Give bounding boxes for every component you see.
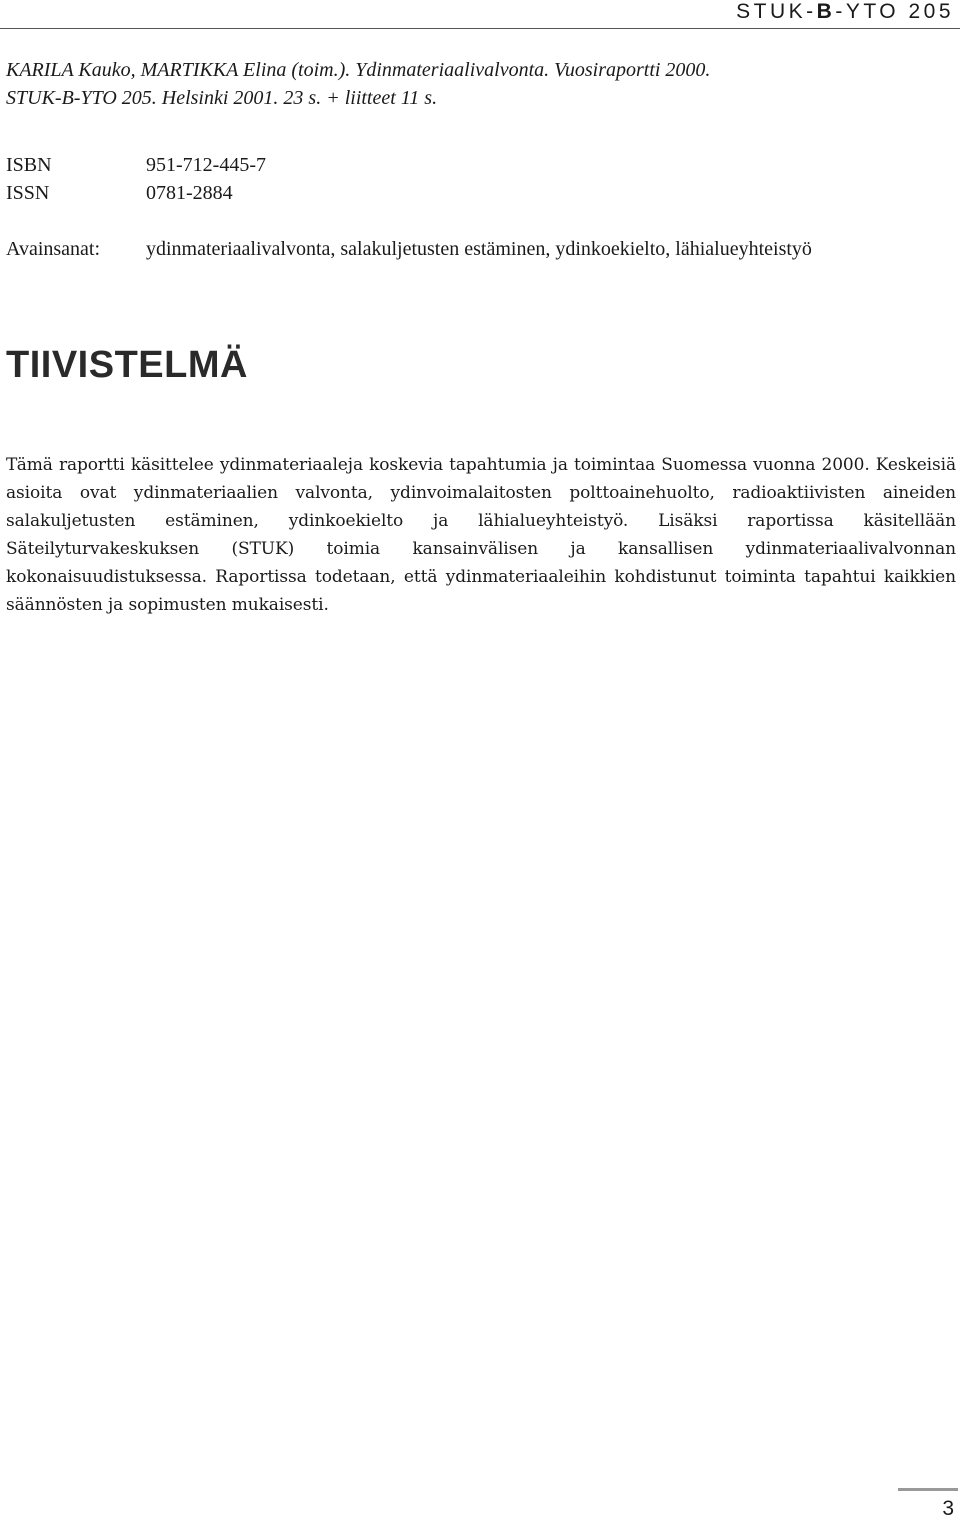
page-number: 3 <box>942 1497 954 1520</box>
citation-line-2: STUK-B-YTO 205. Helsinki 2001. 23 s. + liitteet 11 s. <box>6 87 438 109</box>
isbn-value: 951-712-445-7 <box>146 154 266 176</box>
series-code-bold: B <box>816 0 836 23</box>
isbn-label: ISBN <box>6 154 52 176</box>
issn-label: ISSN <box>6 182 50 204</box>
series-code-suffix: -YTO 205 <box>835 0 954 23</box>
citation-line-1: KARILA Kauko, MARTIKKA Elina (toim.). Ydinmateriaalivalvonta. Vuosiraportti 2000. <box>6 59 711 81</box>
footer-rule <box>898 1488 958 1491</box>
keywords-value: ydinmateriaalivalvonta, salakuljetusten estäminen, ydinkoekielto, lähialueyhteistyö <box>146 238 812 260</box>
series-code <box>736 0 954 24</box>
keywords-label: Avainsanat: <box>6 238 101 260</box>
section-title: TIIVISTELMÄ <box>6 344 248 386</box>
series-code-prefix: STUK- <box>736 0 817 23</box>
abstract-paragraph: Tämä raportti käsittelee ydinmateriaaleja koskevia tapahtumia ja toimintaa Suomessa vuonna 2000. Keskeisiä asioita ovat ydinmateriaalien valvonta, ydinvoimalaitosten polttoainehuolto, radioaktiivisten aineiden salakuljetusten estäminen, ydinkoekielto ja lähialueyhteistyö. Lisäksi raportissa käsitellään Säteilyturvakeskuksen (STUK) toimia kansainvälisen ja kansallisen ydinmateriaalivalvonnan kokonaisuudistuksessa. Raportissa todetaan, että ydinmateriaaleihin kohdistunut toiminta tapahtui kaikkien säännösten ja sopimusten mukaisesti. <box>6 455 956 615</box>
header-rule <box>0 28 960 29</box>
issn-value: 0781-2884 <box>146 182 233 204</box>
citation <box>6 56 946 112</box>
abstract-body <box>6 451 956 619</box>
